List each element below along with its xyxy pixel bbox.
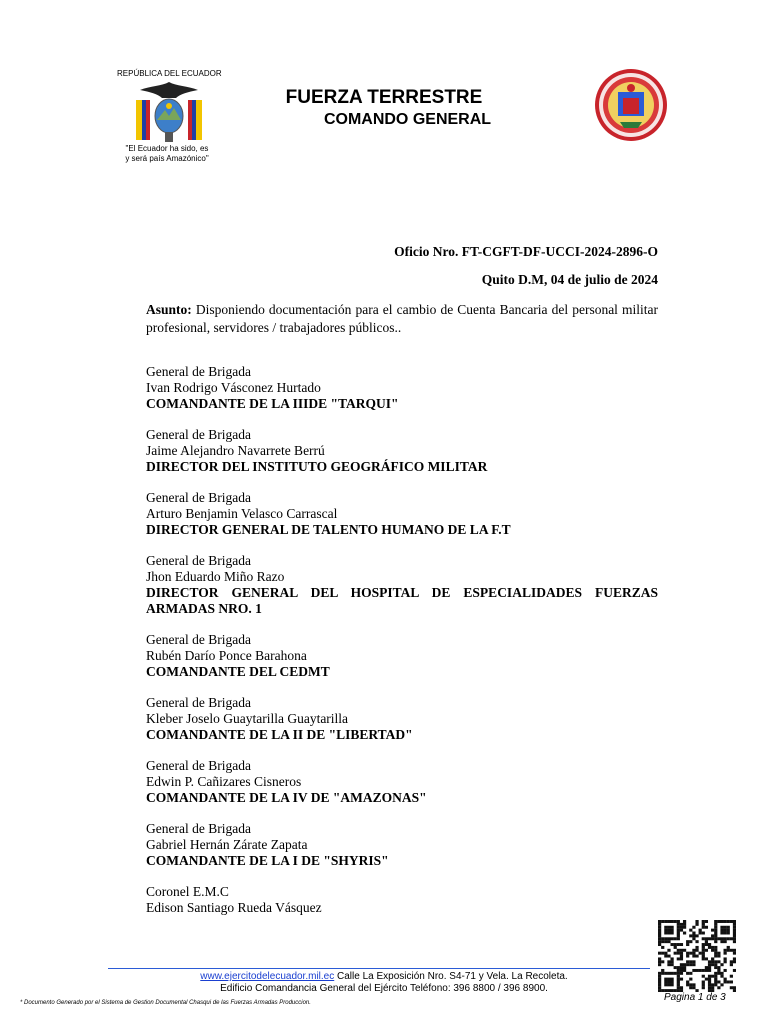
recipient [146,427,658,475]
recipient-rank: General de Brigada [146,427,251,442]
footer-rule [108,968,650,969]
recipient-position: DIRECTOR GENERAL DEL HOSPITAL DE ESPECIALIDADES FUERZAS ARMADAS NRO. 1 [146,585,658,616]
website-link[interactable]: www.ejercitodelecuador.mil.ec [200,971,335,982]
recipient-position: COMANDANTE DE LA IIIDE "TARQUI" [146,396,399,411]
qr-code-icon [658,920,736,992]
recipient-position: DIRECTOR DEL INSTITUTO GEOGRÁFICO MILITAR [146,459,488,474]
recipient-position: COMANDANTE DE LA II DE "LIBERTAD" [146,727,413,742]
recipient [146,695,658,743]
asunto-text: Disponiendo documentación para el cambio de Cuenta Bancaria del personal militar profesional, servidores / trabajadores públicos.. [146,302,659,335]
recipient-name: Arturo Benjamin Velasco Carrascal [146,506,338,521]
document-date: Quito D.M, 04 de julio de 2024 [481,272,658,287]
republica-label: REPÚBLICA DEL ECUADOR [117,69,222,78]
recipient-name: Jhon Eduardo Miño Razo [146,569,285,584]
recipient-rank: General de Brigada [146,364,251,379]
recipient-name: Edison Santiago Rueda Vásquez [146,900,322,915]
recipient [146,632,658,680]
recipient-rank: General de Brigada [146,490,251,505]
recipient [146,884,658,916]
asunto-label: Asunto: [146,302,192,317]
army-seal-icon [594,68,668,142]
recipient [146,821,658,869]
recipient-name: Kleber Joselo Guaytarilla Guaytarilla [146,711,349,726]
recipient-rank: General de Brigada [146,821,251,836]
org-title: FUERZA TERRESTRE [285,87,483,108]
motto [112,144,222,164]
recipient-name: Jaime Alejandro Navarrete Berrú [146,443,325,458]
recipient-rank: General de Brigada [146,758,251,773]
page-indicator: Pagina 1 de 3 [664,992,726,1003]
recipient-position: COMANDANTE DE LA IV DE "AMAZONAS" [146,790,427,805]
oficio-number: Oficio Nro. FT-CGFT-DF-UCCI-2024-2896-O [394,244,658,259]
footer-address-text: Calle La Exposición Nro. S4-71 y Vela. La Recoleta. [334,971,568,982]
generated-note: * Documento Generado por el Sistema de Gestion Documental Chasqui de las Fuerzas Armadas Produccion. [20,1000,311,1006]
footer-building: Edificio Comandancia General del Ejército Teléfono: 396 8800 / 396 8900. [220,983,548,994]
recipient [146,490,658,538]
recipient-name: Gabriel Hernán Zárate Zapata [146,837,308,852]
motto-line-2: y será país Amazónico" [125,154,209,163]
recipient-rank: General de Brigada [146,632,251,647]
recipient-position: COMANDANTE DE LA I DE "SHYRIS" [146,853,389,868]
asunto [146,301,658,337]
motto-line-1: "El Ecuador ha sido, es [125,144,209,153]
recipient [146,553,658,617]
recipient [146,364,658,412]
footer-address [0,971,768,982]
recipient-rank: General de Brigada [146,553,251,568]
recipient-position: DIRECTOR GENERAL DE TALENTO HUMANO DE LA F.T [146,522,511,537]
org-subtitle: COMANDO GENERAL [323,111,492,128]
recipient-rank: General de Brigada [146,695,251,710]
recipient [146,758,658,806]
recipient-position: COMANDANTE DEL CEDMT [146,664,330,679]
recipient-list [146,364,658,931]
recipient-rank: Coronel E.M.C [146,884,229,899]
recipient-name: Ivan Rodrigo Vásconez Hurtado [146,380,321,395]
recipient-name: Rubén Darío Ponce Barahona [146,648,307,663]
recipient-name: Edwin P. Cañizares Cisneros [146,774,302,789]
